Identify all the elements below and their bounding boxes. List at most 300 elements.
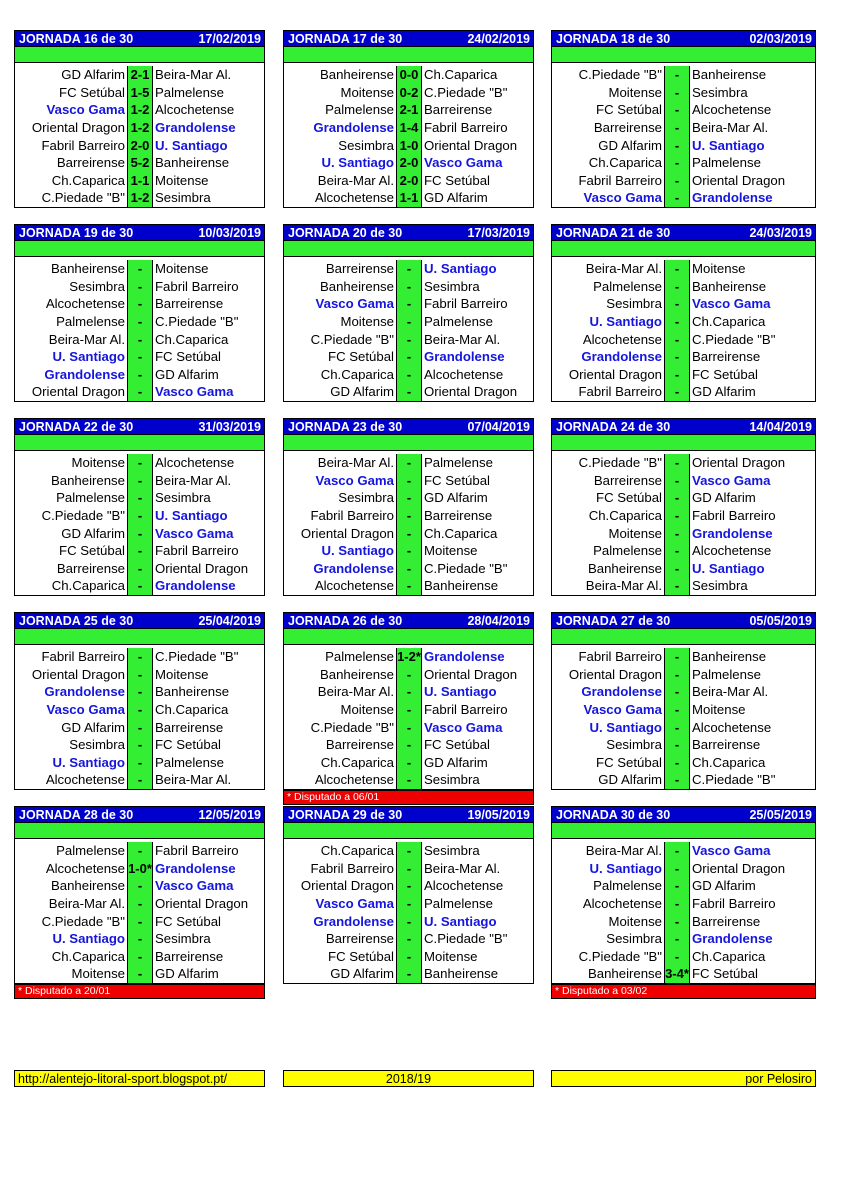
match-score: - <box>396 736 422 754</box>
match-row <box>15 860 264 878</box>
match-row <box>552 948 815 966</box>
home-team: Barreirense <box>56 560 125 576</box>
match-score: - <box>396 965 422 983</box>
match-row <box>552 912 815 930</box>
match-row <box>284 136 533 154</box>
match-score: 0-0 <box>396 66 422 84</box>
match-score: - <box>664 383 690 401</box>
home-team: U. Santiago <box>52 754 125 770</box>
match-row <box>15 912 264 930</box>
match-score: 1-2 <box>127 101 153 119</box>
home-team: Beira-Mar Al. <box>48 896 125 912</box>
footer-season-box <box>283 1070 534 1087</box>
home-team: Sesimbra <box>69 278 125 294</box>
home-team: GD Alfarim <box>330 384 394 400</box>
home-team: C.Piedade "B" <box>41 190 125 206</box>
round-green-bar <box>283 823 534 839</box>
home-team: Oriental Dragon <box>300 525 394 541</box>
match-row <box>15 472 264 490</box>
home-team: Moitense <box>71 455 125 471</box>
match-list <box>283 454 534 596</box>
home-team: C.Piedade "B" <box>41 913 125 929</box>
away-team: Sesimbra <box>424 843 480 859</box>
round-title: JORNADA 16 de 30 <box>19 31 134 46</box>
match-row <box>284 683 533 701</box>
home-team: Alcochetense <box>582 331 662 347</box>
match-score: - <box>396 860 422 878</box>
match-score: - <box>664 577 690 595</box>
home-team: Banheirense <box>50 472 125 488</box>
round-block <box>14 224 265 402</box>
match-score: - <box>396 666 422 684</box>
away-team: Sesimbra <box>424 278 480 294</box>
home-team: Barreirense <box>593 120 662 136</box>
away-team: Ch.Caparica <box>692 314 766 330</box>
home-team: Vasco Gama <box>46 102 125 118</box>
match-row <box>284 930 533 948</box>
home-team: FC Setúbal <box>596 754 662 770</box>
round-title: JORNADA 30 de 30 <box>556 807 671 822</box>
match-score: - <box>664 348 690 366</box>
home-team: Banheirense <box>319 666 394 682</box>
match-row <box>284 154 533 172</box>
match-score: - <box>664 718 690 736</box>
match-row <box>284 278 533 296</box>
match-row <box>552 295 815 313</box>
match-score: - <box>127 948 153 966</box>
match-score: - <box>127 683 153 701</box>
match-row <box>284 260 533 278</box>
match-row <box>284 330 533 348</box>
match-row <box>284 912 533 930</box>
away-team: FC Setúbal <box>424 472 490 488</box>
match-row <box>15 366 264 384</box>
match-score: - <box>127 965 153 983</box>
match-score: - <box>664 278 690 296</box>
away-team: Barreirense <box>155 719 224 735</box>
match-list <box>551 260 816 402</box>
match-score: - <box>664 895 690 913</box>
away-team: Palmelense <box>424 314 493 330</box>
home-team: Palmelense <box>593 278 662 294</box>
home-team: Oriental Dragon <box>300 878 394 894</box>
round-green-bar <box>283 241 534 257</box>
away-team: Moitense <box>424 948 478 964</box>
away-team: Vasco Gama <box>424 719 503 735</box>
away-team: Sesimbra <box>424 772 480 788</box>
away-team: Sesimbra <box>155 490 211 506</box>
match-row <box>552 648 815 666</box>
away-team: Oriental Dragon <box>692 172 786 188</box>
match-row <box>15 260 264 278</box>
match-score: - <box>396 542 422 560</box>
match-row <box>552 66 815 84</box>
match-score: - <box>127 895 153 913</box>
away-team: C.Piedade "B" <box>424 931 508 947</box>
match-score: - <box>396 771 422 789</box>
match-row <box>552 154 815 172</box>
match-score: - <box>396 877 422 895</box>
away-team: U. Santiago <box>424 684 497 700</box>
match-score: - <box>127 771 153 789</box>
match-score: - <box>127 313 153 331</box>
round-header <box>14 224 265 241</box>
round-title: JORNADA 19 de 30 <box>19 225 134 240</box>
round-header <box>14 806 265 823</box>
home-team: C.Piedade "B" <box>310 331 394 347</box>
match-row <box>284 454 533 472</box>
away-team: Grandolense <box>155 120 236 136</box>
away-team: Oriental Dragon <box>424 137 518 153</box>
match-row <box>284 366 533 384</box>
away-team: Fabril Barreiro <box>692 896 776 912</box>
home-team: Alcochetense <box>45 296 125 312</box>
match-row <box>15 295 264 313</box>
away-team: FC Setúbal <box>155 737 221 753</box>
away-team: Alcochetense <box>155 455 235 471</box>
home-team: Alcochetense <box>582 896 662 912</box>
match-row <box>15 313 264 331</box>
home-team: Moitense <box>340 314 394 330</box>
home-team: Ch.Caparica <box>51 578 125 594</box>
away-team: Grandolense <box>155 860 236 876</box>
match-row <box>15 754 264 772</box>
match-score: - <box>664 101 690 119</box>
away-team: Palmelense <box>692 666 761 682</box>
home-team: C.Piedade "B" <box>578 948 662 964</box>
match-score: - <box>664 912 690 930</box>
away-team: Barreirense <box>692 349 761 365</box>
home-team: Barreirense <box>325 737 394 753</box>
away-team: GD Alfarim <box>692 384 756 400</box>
match-row <box>552 189 815 207</box>
away-team: Palmelense <box>424 896 493 912</box>
match-row <box>284 754 533 772</box>
round-green-bar <box>551 241 816 257</box>
home-team: Beira-Mar Al. <box>317 455 394 471</box>
home-team: Alcochetense <box>314 772 394 788</box>
match-score: - <box>664 771 690 789</box>
away-team: Oriental Dragon <box>424 384 518 400</box>
home-team: Palmelense <box>325 102 394 118</box>
home-team: Ch.Caparica <box>51 172 125 188</box>
round-green-bar <box>551 823 816 839</box>
away-team: Moitense <box>155 172 209 188</box>
away-team: GD Alfarim <box>424 490 488 506</box>
match-score: - <box>127 877 153 895</box>
round-header <box>551 612 816 629</box>
away-team: Moitense <box>155 261 209 277</box>
match-row <box>15 895 264 913</box>
away-team: Vasco Gama <box>692 472 771 488</box>
match-row <box>284 577 533 595</box>
away-team: Palmelense <box>155 84 224 100</box>
home-team: Grandolense <box>313 560 394 576</box>
round-note: * Disputado a 03/02 <box>551 984 816 999</box>
home-team: C.Piedade "B" <box>41 508 125 524</box>
round-green-bar <box>14 47 265 63</box>
home-team: Alcochetense <box>45 860 125 876</box>
round-block <box>283 30 534 208</box>
home-team: U. Santiago <box>321 155 394 171</box>
away-team: Fabril Barreiro <box>155 843 239 859</box>
match-score: - <box>396 948 422 966</box>
away-team: Barreirense <box>424 508 493 524</box>
away-team: Oriental Dragon <box>692 860 786 876</box>
home-team: Banheirense <box>50 878 125 894</box>
home-team: Ch.Caparica <box>51 948 125 964</box>
away-team: Beira-Mar Al. <box>155 472 232 488</box>
match-score: - <box>664 507 690 525</box>
match-row <box>552 489 815 507</box>
match-score: - <box>396 683 422 701</box>
home-team: Palmelense <box>56 490 125 506</box>
home-team: Sesimbra <box>606 737 662 753</box>
match-score: 1-2* <box>397 649 421 665</box>
round-green-bar <box>14 241 265 257</box>
home-team: Sesimbra <box>69 737 125 753</box>
home-team: Palmelense <box>593 878 662 894</box>
round-date: 31/03/2019 <box>198 419 261 434</box>
home-team: FC Setúbal <box>596 102 662 118</box>
round-title: JORNADA 21 de 30 <box>556 225 671 240</box>
away-team: Moitense <box>692 702 746 718</box>
round-header <box>283 30 534 47</box>
home-team: U. Santiago <box>589 314 662 330</box>
home-team: Sesimbra <box>338 490 394 506</box>
home-team: Fabril Barreiro <box>41 649 125 665</box>
match-score: - <box>127 736 153 754</box>
round-green-bar <box>283 435 534 451</box>
away-team: Banheirense <box>424 578 499 594</box>
match-row <box>552 278 815 296</box>
match-row <box>15 648 264 666</box>
match-row <box>552 454 815 472</box>
match-score: - <box>396 489 422 507</box>
match-row <box>15 877 264 895</box>
home-team: U. Santiago <box>589 860 662 876</box>
match-score: - <box>664 948 690 966</box>
match-score: - <box>127 383 153 401</box>
match-row <box>284 507 533 525</box>
match-score: 2-1 <box>396 101 422 119</box>
match-row <box>552 383 815 401</box>
away-team: U. Santiago <box>155 508 228 524</box>
footer-url[interactable]: http://alentejo-litoral-sport.blogspot.pt/ <box>18 1071 228 1086</box>
round-header <box>551 30 816 47</box>
match-row <box>15 771 264 789</box>
away-team: GD Alfarim <box>155 366 219 382</box>
match-row <box>15 348 264 366</box>
match-score: - <box>664 189 690 207</box>
home-team: Oriental Dragon <box>568 666 662 682</box>
round-title: JORNADA 25 de 30 <box>19 613 134 628</box>
home-team: Oriental Dragon <box>568 366 662 382</box>
home-team: Banheirense <box>587 966 662 982</box>
away-team: Sesimbra <box>692 84 748 100</box>
round-date: 05/05/2019 <box>749 613 812 628</box>
home-team: Ch.Caparica <box>320 754 394 770</box>
away-team: Moitense <box>424 543 478 559</box>
away-team: Alcochetense <box>692 719 772 735</box>
away-team: GD Alfarim <box>424 754 488 770</box>
match-score: - <box>127 489 153 507</box>
away-team: Grandolense <box>692 190 773 206</box>
match-row <box>552 172 815 190</box>
round-date: 07/04/2019 <box>467 419 530 434</box>
away-team: Banheirense <box>155 155 230 171</box>
home-team: FC Setúbal <box>328 948 394 964</box>
match-score: - <box>127 542 153 560</box>
match-list <box>551 648 816 790</box>
away-team: C.Piedade "B" <box>692 772 776 788</box>
match-row <box>552 754 815 772</box>
round-header <box>283 224 534 241</box>
match-score: - <box>396 313 422 331</box>
away-team: Fabril Barreiro <box>424 120 508 136</box>
match-row <box>284 489 533 507</box>
round-date: 19/05/2019 <box>467 807 530 822</box>
match-row <box>15 66 264 84</box>
match-list <box>283 648 534 790</box>
away-team: GD Alfarim <box>692 878 756 894</box>
away-team: Vasco Gama <box>155 878 234 894</box>
away-team: Banheirense <box>692 649 767 665</box>
home-team: Palmelense <box>593 543 662 559</box>
round-green-bar <box>14 435 265 451</box>
away-team: Beira-Mar Al. <box>424 331 501 347</box>
match-row <box>552 542 815 560</box>
home-team: Banheirense <box>587 560 662 576</box>
match-row <box>284 66 533 84</box>
match-list <box>14 454 265 596</box>
match-row <box>552 330 815 348</box>
match-row <box>15 119 264 137</box>
home-team: Banheirense <box>50 261 125 277</box>
round-header <box>283 806 534 823</box>
match-score: - <box>396 507 422 525</box>
home-team: Barreirense <box>593 472 662 488</box>
away-team: Oriental Dragon <box>692 455 786 471</box>
match-score: - <box>396 348 422 366</box>
away-team: Fabril Barreiro <box>692 508 776 524</box>
match-row <box>15 278 264 296</box>
match-row <box>284 860 533 878</box>
away-team: C.Piedade "B" <box>692 331 776 347</box>
away-team: FC Setúbal <box>424 737 490 753</box>
match-list <box>14 648 265 790</box>
match-list <box>283 842 534 984</box>
match-row <box>552 101 815 119</box>
match-score: - <box>127 295 153 313</box>
away-team: Banheirense <box>692 67 767 83</box>
match-score: 2-0 <box>396 172 422 190</box>
home-team: Banheirense <box>319 67 394 83</box>
match-row <box>284 666 533 684</box>
away-team: Grandolense <box>692 931 773 947</box>
away-team: Beira-Mar Al. <box>155 67 232 83</box>
match-list <box>283 66 534 208</box>
home-team: Palmelense <box>56 843 125 859</box>
match-list <box>551 454 816 596</box>
match-row <box>552 965 815 983</box>
round-title: JORNADA 20 de 30 <box>288 225 403 240</box>
match-row <box>552 84 815 102</box>
round-block <box>551 30 816 208</box>
away-team: Ch.Caparica <box>424 67 498 83</box>
away-team: Alcochetense <box>155 102 235 118</box>
round-green-bar <box>551 435 816 451</box>
match-row <box>284 348 533 366</box>
round-date: 25/05/2019 <box>749 807 812 822</box>
round-block <box>283 612 534 790</box>
round-date: 14/04/2019 <box>749 419 812 434</box>
round-header <box>551 224 816 241</box>
away-team: Fabril Barreiro <box>155 278 239 294</box>
match-score: - <box>664 472 690 490</box>
match-score: 1-2 <box>127 119 153 137</box>
away-team: FC Setúbal <box>155 913 221 929</box>
match-score: - <box>664 136 690 154</box>
away-team: Grandolense <box>424 349 505 365</box>
home-team: Grandolense <box>313 120 394 136</box>
match-score: - <box>127 348 153 366</box>
home-team: FC Setúbal <box>59 543 125 559</box>
match-row <box>552 136 815 154</box>
match-row <box>284 648 533 666</box>
home-team: Vasco Gama <box>315 296 394 312</box>
match-row <box>284 877 533 895</box>
match-row <box>15 542 264 560</box>
match-score: - <box>396 366 422 384</box>
home-team: Ch.Caparica <box>320 843 394 859</box>
match-score: - <box>396 912 422 930</box>
match-score: - <box>664 860 690 878</box>
match-score: - <box>396 383 422 401</box>
match-row <box>15 189 264 207</box>
away-team: Banheirense <box>424 966 499 982</box>
home-team: Fabril Barreiro <box>578 172 662 188</box>
home-team: Fabril Barreiro <box>41 137 125 153</box>
home-team: GD Alfarim <box>61 719 125 735</box>
match-row <box>15 136 264 154</box>
match-score: - <box>396 842 422 860</box>
away-team: Oriental Dragon <box>424 666 518 682</box>
away-team: Palmelense <box>692 155 761 171</box>
home-team: Beira-Mar Al. <box>585 843 662 859</box>
match-score: - <box>127 842 153 860</box>
round-date: 25/04/2019 <box>198 613 261 628</box>
match-score: - <box>127 701 153 719</box>
round-block <box>283 418 534 596</box>
match-score: - <box>396 330 422 348</box>
home-team: Beira-Mar Al. <box>317 172 394 188</box>
home-team: Beira-Mar Al. <box>48 331 125 347</box>
match-score: - <box>396 524 422 542</box>
match-score: 5-2 <box>127 154 153 172</box>
match-row <box>15 454 264 472</box>
match-row <box>15 154 264 172</box>
match-row <box>15 101 264 119</box>
match-row <box>284 701 533 719</box>
match-score: 1-1 <box>127 172 153 190</box>
round-title: JORNADA 27 de 30 <box>556 613 671 628</box>
away-team: Palmelense <box>424 455 493 471</box>
home-team: U. Santiago <box>321 543 394 559</box>
match-row <box>552 842 815 860</box>
match-row <box>552 736 815 754</box>
match-row <box>284 189 533 207</box>
